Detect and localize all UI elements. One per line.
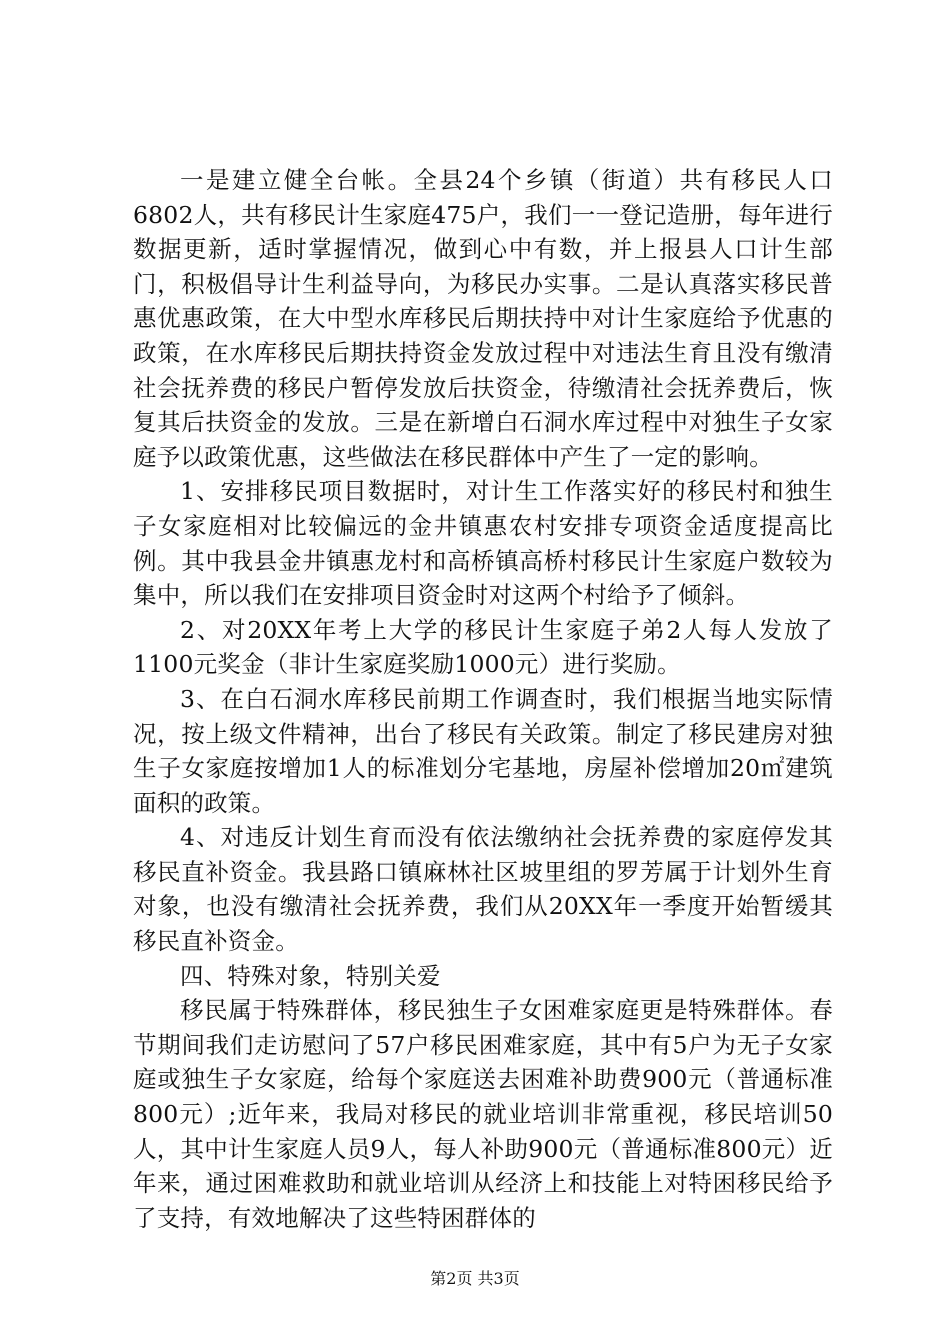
document-body	[133, 163, 833, 1235]
paragraph-ledger: 一是建立健全台帐。全县24个乡镇（街道）共有移民人口6802人，共有移民计生家庭475户，我们一一登记造册，每年进行数据更新，适时掌握情况，做到心中有数，并上报县人口计生部门，积极倡导计生利益导向，为移民办实事。二是认真落实移民普惠优惠政策，在大中型水库移民后期扶持中对计生家庭给予优惠的政策，在水库移民后期扶持资金发放过程中对违法生育且没有缴清社会抚养费的移民户暂停发放后扶资金，待缴清社会抚养费后，恢复其后扶资金的发放。三是在新增白石洞水库过程中对独生子女家庭予以政策优惠，这些做法在移民群体中产生了一定的影响。	[133, 166, 833, 471]
paragraph-special-care: 移民属于特殊群体，移民独生子女困难家庭更是特殊群体。春节期间我们走访慰问了57户移民困难家庭，其中有5户为无子女家庭或独生子女家庭，给每个家庭送去困难补助费900元（普通标准800元）;近年来，我局对移民的就业培训非常重视，移民培训50人，其中计生家庭人员9人，每人补助900元（普通标准800元）近年来，通过困难救助和就业培训从经济上和技能上对特困移民给予了支持，有效地解决了这些特困群体的	[133, 996, 833, 1232]
paragraph-item-2: 2、对20XX年考上大学的移民计生家庭子弟2人每人发放了1100元奖金（非计生家庭奖励1000元）进行奖励。	[133, 615, 833, 679]
paragraph-item-3: 3、在白石洞水库移民前期工作调查时，我们根据当地实际情况，按上级文件精神，出台了移民有关政策。制定了移民建房对独生子女家庭按增加1人的标准划分宅基地，房屋补偿增加20㎡建筑面积的政策。	[133, 684, 833, 817]
paragraph-item-1: 1、安排移民项目数据时，对计生工作落实好的移民村和独生子女家庭相对比较偏远的金井镇惠农村安排专项资金适度提高比例。其中我县金井镇惠龙村和高桥镇高桥村移民计生家庭户数较为集中，所以我们在安排项目资金时对这两个村给予了倾斜。	[133, 477, 833, 610]
paragraph-item-4: 4、对违反计划生育而没有依法缴纳社会抚养费的家庭停发其移民直补资金。我县路口镇麻林社区坡里组的罗芳属于计划外生育对象，也没有缴清社会抚养费，我们从20XX年一季度开始暂缓其移民直补资金。	[133, 823, 833, 956]
page-footer: 第2页 共3页	[430, 1269, 520, 1288]
section-heading: 四、特殊对象，特别关爱	[180, 961, 441, 990]
